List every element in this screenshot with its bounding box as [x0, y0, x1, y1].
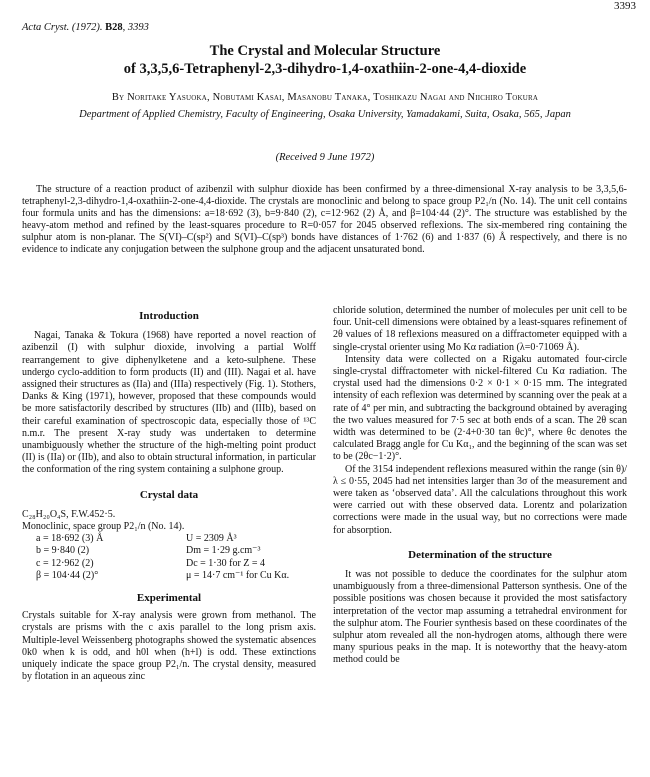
crystal-system: Monoclinic, space group P2₁/n (No. 14).	[22, 521, 185, 533]
density-calculated: Dc = 1·30 for Z = 4	[186, 557, 266, 569]
citation-year: (1972).	[71, 22, 106, 33]
cell-c: c = 12·962 (2)	[36, 557, 94, 569]
page-number: 3393	[614, 0, 636, 12]
title-line-1: The Crystal and Molecular Structure	[209, 43, 441, 59]
determination-heading: Determination of the structure	[408, 548, 552, 561]
article-title	[0, 42, 650, 78]
left-column	[22, 308, 316, 683]
determination-text: It was not possible to deduce the coordinates for the sulphur atom unambiguously from a three-dimensional Patterson synthesis. One of the possible positions was chosen because it provided the most satisfactory interpretation of the vector map assuming a tetrahedral environment for the sulphur atom. The Fourier synthesis based on these coordinates of the sulphur atom revealed all the non-hydrogen atoms, although there were many spurious peaks in the map. It is noteworthy that the heavy-atom method could be	[333, 569, 627, 666]
experimental-text: Crystals suitable for X-ray analysis were grown from methanol. The crystals are prisms with the c axis parallel to the long prism axis. Multiple-level Weissenberg photographs showed the systematic absences 0k0 when k is odd, and h0l when (h+l) is odd. These extinctions uniquely indicate the space group P2₁/n. The crystal density, measured by flotation in an aqueous zinc	[22, 610, 316, 683]
cell-a: a = 18·692 (3) Å	[36, 533, 104, 545]
author-list: By Noritake Yasuoka, Nobutami Kasai, Masanobu Tanaka, Toshikazu Nagai and Niichiro Tokura	[111, 92, 539, 103]
absorption-coefficient: μ = 14·7 cm⁻¹ for Cu Kα.	[186, 569, 290, 581]
journal-name: Acta Cryst.	[22, 22, 70, 33]
experimental-heading: Experimental	[136, 592, 202, 605]
received-date: (Received 9 June 1972)	[275, 152, 375, 163]
journal-citation	[22, 22, 149, 33]
right-column	[333, 305, 627, 667]
affiliation: Department of Applied Chemistry, Faculty of Engineering, Osaka University, Yamadakami, Suita, Osaka, 565, Japan	[79, 109, 571, 120]
cell-volume: U = 2309 Å³	[186, 533, 237, 545]
reflexions-paragraph: Of the 3154 independent reflexions measured within the range (sin θ)/λ ≤ 0·55, 2045 had net intensities larger than 3σ of the measurement and were taken as ‘observed data’. All the calculations throughout this work were carried out with these observed data. Lorentz and polarization corrections were made in the usual way, but no corrections were made for absorption.	[333, 463, 627, 536]
density-measured: Dm = 1·29 g.cm⁻³	[186, 545, 261, 557]
intensity-data-paragraph: Intensity data were collected on a Rigaku automated four-circle single-crystal diffractometer with nickel-filtered Cu Kα radiation. The crystal used had the dimensions 0·2 × 0·1 × 0·15 mm. The integrated intensity of each reflexion was determined by scanning over the peak at a rate of 4° per min, and subtracting the background obtained by averaging the two values measured for 7·5 sec at both ends of a scan. The 2θ scan width was determined to be (2·4+0·30 tan θc)°, where θc denotes the calculated Bragg angle for Cu Kα₁, and the beginning of the scan was set to be (2θc−1·2)°.	[333, 353, 627, 463]
title-line-2: of 3,3,5,6-Tetraphenyl-2,3-dihydro-1,4-oxathiin-2-one-4,4-dioxide	[123, 61, 527, 77]
cell-beta: β = 104·44 (2)°	[36, 569, 99, 581]
citation-page: , 3393	[122, 22, 149, 33]
crystal-data-table	[22, 533, 316, 582]
abstract: The structure of a reaction product of azibenzil with sulphur dioxide has been confirmed by a three-dimensional X-ray analysis to be 3,3,5,6-tetraphenyl-2,3-dihydro-1,4-oxathiin-2-one-4,4-dioxide. The crystals are monoclinic and belong to space group P2₁/n (No. 14). The unit cell contains four formula units and has the dimensions: a=18·692 (3), b=9·840 (2), c=12·962 (2) Å, and β=104·44 (2)°. The structure was established by the heavy-atom method and refined by the least-squares procedure to R=0·057 for 2045 observed reflexions. The six-membered ring containing the sulphur atom is non-planar. The S(VI)–C(sp²) and S(VI)–C(sp³) bonds have distances of 1·762 (6) and 1·837 (6) Å respectively, and there is no evidence to indicate any conjugation between the sulphone group and the adjacent unsaturated bond.	[22, 184, 627, 255]
introduction-heading: Introduction	[139, 310, 199, 322]
crystal-formula: C₂₈H₂₀O₄S, F.W.452·5.	[22, 508, 116, 520]
citation-volume: B28	[105, 22, 123, 33]
crystal-data-heading: Crystal data	[139, 488, 199, 501]
experimental-continued: chloride solution, determined the number of molecules per unit cell to be four. Unit-cell dimensions were obtained by a least-squares refinement of 2θ values of 18 reflexions measured on a diffractometer equipped with a single-crystal orienter using Mo Kα radiation (λ=0·71069 Å).	[333, 305, 627, 353]
cell-b: b = 9·840 (2)	[36, 545, 90, 557]
introduction-text: Nagai, Tanaka & Tokura (1968) have reported a novel reaction of azibenzil (I) with sulphur dioxide, involving a partial Wolff rearrangement to give diphenylketene and a keto-sulphene. These undergo cyclo-addition to form products (II) and (III). Nagai et al. have assigned their structures as (IIa) and (IIIa) respectively (Fig. 1). Stothers, Danks & King (1971), however, proposed that these compounds would be more satisfactorily described by structures (IIb) and (IIIb), based on their careful examination of spectroscopic data, especially those of ¹³C n.m.r. The present X-ray study was undertaken to determine unambiguously whether the structure of the high-melting point product (II) is (IIa) or (IIb), and also to obtain structural information, in particular the conformation of the ring system containing a sulphone group.	[22, 330, 316, 476]
